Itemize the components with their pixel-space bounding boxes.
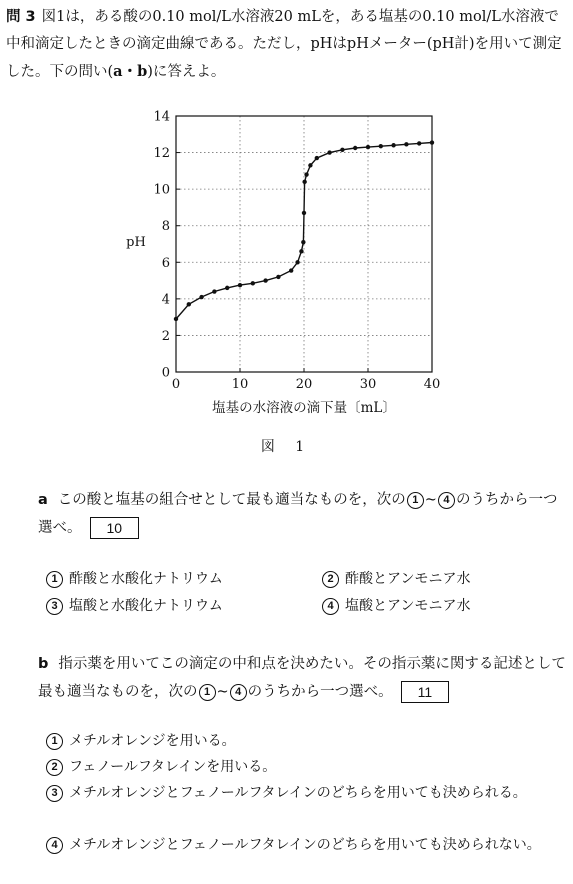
data-point [391, 143, 395, 147]
circled-4-icon: 4 [322, 598, 339, 615]
part-a-question [38, 486, 568, 542]
answer-box-10[interactable]: 10 [90, 517, 140, 539]
data-point [301, 240, 305, 244]
circled-4-icon: 4 [46, 837, 63, 854]
y-tick-label: 10 [153, 182, 170, 198]
data-point [251, 281, 255, 285]
data-point [238, 283, 242, 287]
data-point [299, 249, 303, 253]
data-point [302, 180, 306, 184]
y-tick-label: 6 [161, 255, 170, 271]
data-point [199, 295, 203, 299]
circled-4-icon: 4 [438, 492, 455, 509]
data-point [295, 260, 299, 264]
part-a-option-4[interactable] [322, 593, 470, 619]
circled-1-icon: 1 [46, 571, 63, 588]
circled-3-icon: 3 [46, 785, 63, 802]
x-tick-label: 20 [295, 377, 313, 392]
data-point [304, 172, 308, 176]
intro-parts: a・b [113, 63, 148, 80]
y-axis-label: pH [126, 235, 146, 250]
data-point [302, 211, 306, 215]
option-text: 酢酸と水酸化ナトリウム [69, 571, 223, 587]
option-text: 塩酸と水酸化ナトリウム [69, 598, 223, 614]
data-point [340, 148, 344, 152]
part-b-text2: のうちから一つ選べ。 [247, 684, 393, 700]
data-point [379, 144, 383, 148]
question-number: 問 3 [6, 9, 36, 25]
option-text: 酢酸とアンモニア水 [345, 571, 471, 587]
data-point [263, 278, 267, 282]
data-point [212, 289, 216, 293]
data-point [404, 142, 408, 146]
answer-box-11[interactable]: 11 [401, 681, 450, 703]
part-b-text1: 指示薬を用いてこの滴定の中和点を決めたい。その指示薬に関する記述として最も適当なものを，次の [38, 656, 566, 700]
data-point [430, 140, 434, 144]
y-tick-label: 8 [161, 219, 170, 235]
part-b-option-3[interactable] [46, 780, 566, 806]
data-point [174, 317, 178, 321]
data-point [308, 163, 312, 167]
data-point [289, 268, 293, 272]
y-tick-label: 2 [161, 328, 170, 344]
part-a-text1: この酸と塩基の組合せとして最も適当なものを，次の [57, 492, 406, 508]
part-a-option-2[interactable] [322, 566, 470, 592]
data-point [225, 286, 229, 290]
intro-text: 図1は，ある酸の0.10 mol/L水溶液20 mLを，ある塩基の0.10 mol/L水溶液で中和滴定したときの滴定曲線である。ただし，pHはpHメーター(pH計)を用いて測定した。下の問い( [6, 9, 562, 80]
y-tick-label: 12 [153, 146, 170, 162]
data-point [353, 146, 357, 150]
x-tick-label: 10 [231, 377, 249, 392]
part-b-option-1[interactable] [46, 728, 566, 754]
y-tick-label: 4 [161, 292, 170, 308]
titration-chart [120, 108, 450, 438]
circled-3-icon: 3 [46, 598, 63, 615]
circled-4-icon: 4 [230, 684, 247, 701]
circled-1-icon: 1 [46, 733, 63, 750]
part-b-option-2[interactable] [46, 754, 566, 780]
option-text: 塩酸とアンモニア水 [345, 598, 471, 614]
y-tick-label: 14 [153, 109, 170, 125]
data-point [366, 145, 370, 149]
part-a-option-1[interactable] [46, 566, 223, 592]
part-b-question [38, 650, 568, 706]
circled-1-icon: 1 [407, 492, 424, 509]
data-point [327, 150, 331, 154]
data-point [315, 156, 319, 160]
option-text: メチルオレンジとフェノールフタレインのどちらを用いても決められない。 [69, 837, 541, 853]
part-a-sep: ~ [424, 492, 437, 508]
circled-1-icon: 1 [199, 684, 216, 701]
x-tick-label: 40 [423, 377, 441, 392]
circled-2-icon: 2 [46, 759, 63, 776]
part-b-sep: ~ [216, 684, 229, 700]
x-axis-label: 塩基の水溶液の滴下量〔mL〕 [212, 400, 396, 416]
intro-end: )に答えよ。 [147, 64, 226, 80]
y-tick-label: 0 [161, 365, 170, 381]
data-point [276, 275, 280, 279]
option-text: メチルオレンジを用いる。 [69, 733, 236, 749]
part-b-option-4[interactable] [46, 832, 566, 858]
question-intro [6, 4, 568, 86]
part-b-letter: b [38, 656, 49, 672]
option-text: フェノールフタレインを用いる。 [69, 759, 277, 775]
part-a-text2: のうちから一つ選べ。 [38, 492, 558, 536]
part-a-letter: a [38, 492, 48, 508]
data-point [187, 302, 191, 306]
circled-2-icon: 2 [322, 571, 339, 588]
option-text: メチルオレンジとフェノールフタレインのどちらを用いても決められる。 [69, 785, 527, 801]
x-tick-label: 30 [359, 377, 377, 392]
x-tick-label: 0 [171, 377, 181, 392]
data-point [417, 141, 421, 145]
part-a-option-3[interactable] [46, 593, 223, 619]
figure-caption: 図 1 [260, 439, 313, 455]
